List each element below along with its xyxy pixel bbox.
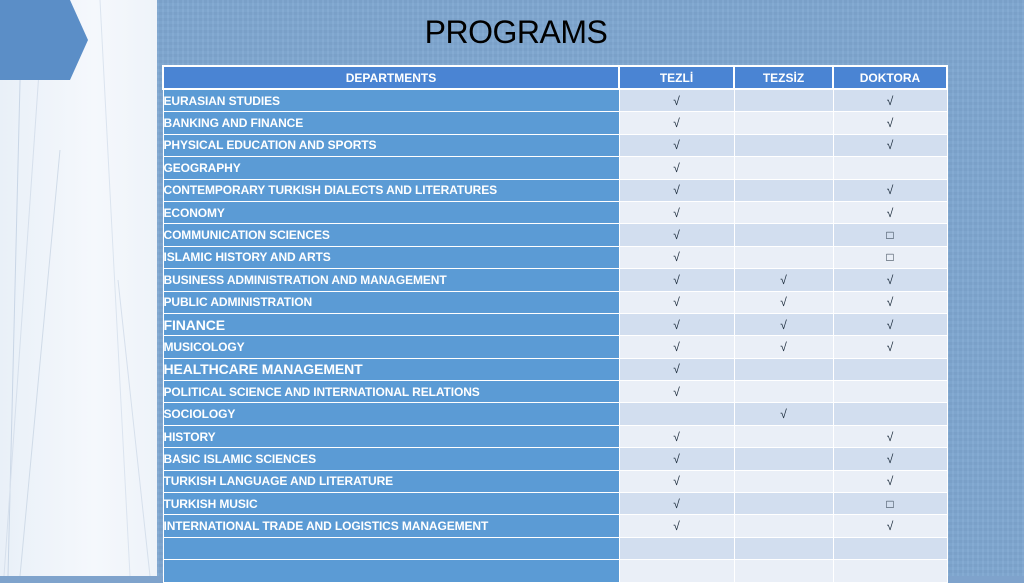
tezli-mark: √ [619,515,734,537]
table-row [163,112,947,134]
doktora-mark: □ [833,224,947,246]
doktora-mark [833,560,947,582]
table-row [163,493,947,515]
tezli-mark: √ [619,224,734,246]
header-departments: DEPARTMENTS [163,66,619,89]
tezsiz-mark [734,381,833,403]
department-name: COMMUNICATION SCIENCES [163,224,619,246]
department-name: TURKISH LANGUAGE AND LITERATURE [163,470,619,492]
department-name: GEOGRAPHY [163,157,619,179]
tezli-mark: √ [619,313,734,335]
doktora-mark: √ [833,336,947,358]
tezli-mark: √ [619,358,734,380]
tezsiz-mark [734,89,833,112]
department-name: EURASIAN STUDIES [163,89,619,112]
table-row [163,448,947,470]
doktora-mark: √ [833,425,947,447]
table-row [163,179,947,201]
decorative-sidebar [0,0,157,576]
tezsiz-mark: √ [734,336,833,358]
tezli-mark: √ [619,381,734,403]
tezli-mark: √ [619,112,734,134]
doktora-mark: √ [833,201,947,223]
table-row [163,269,947,291]
doktora-mark: √ [833,89,947,112]
doktora-mark [833,358,947,380]
department-name: BANKING AND FINANCE [163,112,619,134]
tezsiz-mark [734,537,833,559]
page-title-text: PROGRAMS [424,14,608,50]
tezli-mark: √ [619,157,734,179]
table-row [163,381,947,403]
department-name: TURKISH MUSIC [163,493,619,515]
tezsiz-mark [734,224,833,246]
tezli-mark: √ [619,134,734,156]
tezsiz-mark [734,425,833,447]
programs-table [162,65,948,583]
tezli-mark [619,537,734,559]
doktora-mark: √ [833,112,947,134]
tezsiz-mark [734,134,833,156]
doktora-mark: √ [833,269,947,291]
tezli-mark [619,403,734,425]
tezsiz-mark [734,246,833,268]
tezsiz-mark [734,112,833,134]
department-name: POLITICAL SCIENCE AND INTERNATIONAL RELATIONS [163,381,619,403]
tezli-mark: √ [619,336,734,358]
table-body [163,89,947,582]
tezli-mark: √ [619,269,734,291]
header-tezsiz: TEZSİZ [734,66,833,89]
tezli-mark: √ [619,179,734,201]
tezsiz-mark: √ [734,313,833,335]
table-row [163,313,947,335]
department-name: SOCIOLOGY [163,403,619,425]
department-name: CONTEMPORARY TURKISH DIALECTS AND LITERATURES [163,179,619,201]
department-name: BASIC ISLAMIC SCIENCES [163,448,619,470]
doktora-mark: √ [833,134,947,156]
table-row [163,358,947,380]
table-row-empty [163,537,947,559]
tezsiz-mark [734,515,833,537]
doktora-mark: √ [833,448,947,470]
table-row [163,89,947,112]
department-name: MUSICOLOGY [163,336,619,358]
page-title [0,14,1024,51]
tezli-mark: √ [619,493,734,515]
department-name: PUBLIC ADMINISTRATION [163,291,619,313]
header-doktora: DOKTORA [833,66,947,89]
tezli-mark: √ [619,448,734,470]
tezsiz-mark: √ [734,269,833,291]
department-name: HISTORY [163,425,619,447]
tezli-mark: √ [619,201,734,223]
doktora-mark [833,381,947,403]
tezsiz-mark: √ [734,403,833,425]
doktora-mark [833,403,947,425]
department-name: BUSINESS ADMINISTRATION AND MANAGEMENT [163,269,619,291]
doktora-mark [833,537,947,559]
tezsiz-mark [734,470,833,492]
sidebar-lines-decoration [0,0,157,576]
table-header-row [163,66,947,89]
table-row [163,201,947,223]
table-row [163,336,947,358]
table-row [163,515,947,537]
department-name: FINANCE [163,313,619,335]
header-tezli: TEZLİ [619,66,734,89]
department-name: PHYSICAL EDUCATION AND SPORTS [163,134,619,156]
department-name: HEALTHCARE MANAGEMENT [163,358,619,380]
table-row [163,157,947,179]
tezsiz-mark [734,157,833,179]
department-name: ISLAMIC HISTORY AND ARTS [163,246,619,268]
tezsiz-mark: √ [734,291,833,313]
tezli-mark: √ [619,425,734,447]
department-name: INTERNATIONAL TRADE AND LOGISTICS MANAGEMENT [163,515,619,537]
table-row [163,291,947,313]
tezsiz-mark [734,358,833,380]
doktora-mark [833,157,947,179]
doktora-mark: √ [833,313,947,335]
table-row [163,246,947,268]
department-name [163,537,619,559]
doktora-mark: √ [833,179,947,201]
table-row [163,134,947,156]
tezsiz-mark [734,560,833,582]
tezsiz-mark [734,448,833,470]
table-row [163,224,947,246]
tezsiz-mark [734,493,833,515]
doktora-mark: √ [833,515,947,537]
table-row [163,403,947,425]
table-row [163,425,947,447]
doktora-mark: □ [833,246,947,268]
tezli-mark: √ [619,246,734,268]
table-row [163,470,947,492]
doktora-mark: √ [833,291,947,313]
department-name: ECONOMY [163,201,619,223]
tezsiz-mark [734,179,833,201]
doktora-mark: □ [833,493,947,515]
tezli-mark [619,560,734,582]
tezsiz-mark [734,201,833,223]
department-name [163,560,619,582]
tezli-mark: √ [619,470,734,492]
tezli-mark: √ [619,89,734,112]
tezli-mark: √ [619,291,734,313]
doktora-mark: √ [833,470,947,492]
table-row-empty [163,560,947,582]
